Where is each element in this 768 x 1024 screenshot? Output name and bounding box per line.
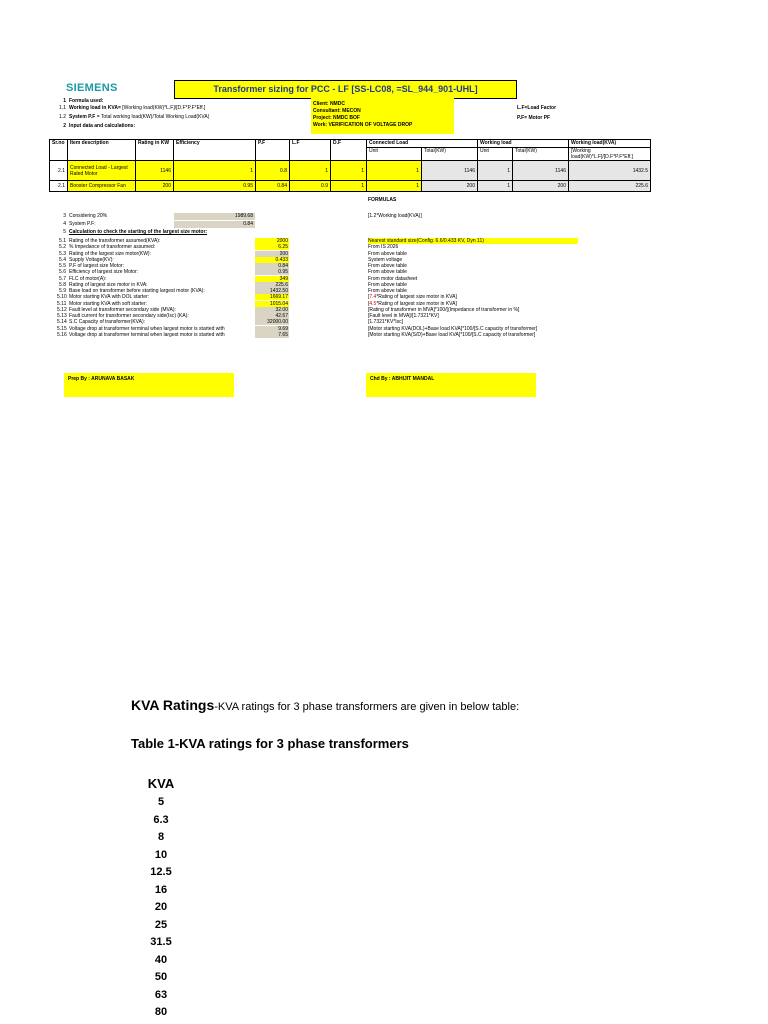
work-name: Work: VERIFICATION OF VOLTAGE DROP bbox=[313, 122, 413, 128]
kva-value: 31.5 bbox=[150, 936, 172, 948]
consultant-name: Consultant: MECON bbox=[313, 108, 361, 114]
lf-note: L.F=Load Factor bbox=[517, 105, 557, 111]
subheader-working-unit: Unit bbox=[478, 148, 513, 161]
table-header-row bbox=[50, 140, 651, 148]
calc-note: From motor datasheet bbox=[368, 275, 418, 282]
calc-note: [4.5*Rating of largest size motor in KVA] bbox=[368, 300, 457, 307]
calc-label: FLC of motor(A): bbox=[69, 275, 107, 282]
section5-heading: 5 Calculation to check the starting of the largest size motor: bbox=[63, 229, 208, 235]
header-rating-kw: Rating in KW bbox=[136, 140, 174, 161]
subheader-kva-formula: [Working load(KW)*L.F]/[D.F*P.F*Eff.] bbox=[569, 148, 651, 161]
kva-heading: KVA Ratings-KVA ratings for 3 phase transformers are given in below table: bbox=[131, 697, 520, 713]
calc-label: Supply Voltage(KV): bbox=[69, 256, 114, 263]
kva-value: 8 bbox=[157, 831, 165, 843]
kva-value: 16 bbox=[154, 883, 168, 896]
calc-value: 7.65 bbox=[255, 332, 289, 338]
calc-note: [Motor starting KVA(S/D)+Base load KVA]*100/[S.C capacity of transformer] bbox=[368, 331, 536, 338]
formula-block: 1 Formula used: 1.1 Working load in KVA= [Working load(KW)*L.F]/[D.F*P.F*Eff.] 1.2 System P.F = Total working load(KW)/Total Working Load(KVA) 2 Input data and calculations: bbox=[59, 98, 210, 129]
calc-label: S.C Capacity of transformer(KVA): bbox=[69, 319, 146, 326]
calc-label: Efficiency of largest size Motor: bbox=[69, 269, 139, 276]
input-data-table bbox=[49, 139, 651, 192]
header-working-load-kva: Working load(KVA) bbox=[569, 140, 651, 148]
calc-label: Voltage drop at transformer terminal when largest motor is started with bbox=[69, 331, 225, 338]
kva-value: 63 bbox=[154, 988, 168, 1001]
client-info-box bbox=[311, 98, 454, 134]
header-lf: L.F bbox=[290, 140, 331, 161]
subheader-connected-total: Total(KW) bbox=[422, 148, 478, 161]
calc-label: Fault current for transformer secondary side(Isc) (KA): bbox=[69, 313, 189, 319]
header-description: Item description bbox=[68, 140, 136, 161]
header-df: D.F bbox=[331, 140, 367, 161]
kva-table-title: Table 1-KVA ratings for 3 phase transformers bbox=[131, 736, 409, 751]
system-pf-row: 4 System P.F: bbox=[63, 221, 96, 227]
kva-column-header: KVA bbox=[147, 776, 175, 791]
project-name: Project: NMDC BOF bbox=[313, 115, 360, 121]
header-srno: Sr.no bbox=[50, 140, 68, 161]
calc-label: Motor starting KVA with DOL starter: bbox=[69, 294, 150, 301]
calc-label: Rating of the largest size motor(KW): bbox=[69, 250, 151, 257]
calc-note: System voltage bbox=[368, 256, 403, 263]
calc-label: Motor starting KVA with soft starter: bbox=[69, 300, 147, 307]
calc-value: 2000 bbox=[255, 238, 289, 244]
calc-note: From above table bbox=[368, 269, 407, 276]
calc-label: Rating of largest size motor in KVA: bbox=[69, 281, 148, 288]
kva-value: 5 bbox=[157, 796, 165, 808]
calc-note: [Motor starting KVA(DOL)+Base load KVA]*100/[S.C capacity of transformer] bbox=[368, 325, 538, 332]
considering-note: [1.2*Working load(KVA)] bbox=[368, 213, 422, 219]
calc-label: Fault level at transformer secondary side (MVA): bbox=[69, 306, 176, 313]
pf-note: P.F= Motor PF bbox=[517, 115, 551, 121]
sheet-title: Transformer sizing for PCC - LF [SS-LC08, =SL_944_901-UHL] bbox=[174, 80, 517, 99]
calc-value: 42.67 bbox=[255, 313, 289, 319]
calc-value: 1669.17 bbox=[255, 294, 289, 300]
calc-value: 32.00 bbox=[255, 307, 289, 313]
header-working-load: Working load bbox=[478, 140, 569, 148]
calc-note: From above table bbox=[368, 250, 407, 257]
header-efficiency: Efficiency bbox=[174, 140, 256, 161]
calc-note: [7.4*Rating of largest size motor in KVA] bbox=[368, 294, 457, 301]
calc-note: From above table bbox=[368, 288, 407, 294]
kva-value: 40 bbox=[154, 953, 168, 966]
system-pf-value: 0.84 bbox=[174, 221, 255, 228]
calc-note: [Fault level in MVA]/[1.7321*KV] bbox=[368, 313, 439, 319]
kva-value: 25 bbox=[154, 918, 168, 931]
kva-value: 6.3 bbox=[153, 813, 169, 826]
header-pf: P.F bbox=[256, 140, 290, 161]
formulas-label: FORMULAS bbox=[368, 197, 397, 203]
considering-row: 3 Considering 20% bbox=[63, 213, 108, 219]
calc-value: 225.6 bbox=[255, 282, 289, 288]
calc-label: Rating of the transformer assumed(KVA): bbox=[69, 238, 161, 244]
kva-value: 10 bbox=[154, 848, 168, 861]
calc-value: 9.69 bbox=[255, 326, 289, 332]
kva-ratings-list bbox=[146, 776, 176, 1022]
kva-value: 12.5 bbox=[150, 866, 172, 878]
calc-value: 0.95 bbox=[255, 269, 289, 275]
subheader-connected-unit: Unit bbox=[367, 148, 422, 161]
header-connected-load: Connected Load bbox=[367, 140, 478, 148]
calc-value: 32000.00 bbox=[255, 319, 289, 325]
subheader-working-total: Total(KW) bbox=[513, 148, 569, 161]
checked-by: Chd By : ABHIJIT MANDAL bbox=[366, 373, 536, 397]
prepared-by: Prep By : ARUNAVA BASAK bbox=[64, 373, 234, 397]
calc-value: 1015.04 bbox=[255, 301, 289, 307]
calc-value: 6.25 bbox=[255, 244, 289, 250]
calc-note: From IS 2026 bbox=[368, 244, 399, 251]
calc-note: Nearest standard size(Config. 6.6/0.433 KV, Dyn 11) bbox=[368, 238, 578, 244]
calc-label: P.F of largest size Motor: bbox=[69, 263, 124, 269]
calc-value: 0.433 bbox=[255, 257, 289, 263]
kva-value: 20 bbox=[154, 901, 168, 913]
calc-label: % Impedance of transformer assumed: bbox=[69, 244, 156, 251]
calc-label: Base load on transformer before starting largest motor (KVA): bbox=[69, 288, 205, 294]
siemens-logo: SIEMENS bbox=[66, 82, 118, 94]
calc-note: From above table bbox=[368, 281, 407, 288]
calc-label: Voltage drop at transformer terminal when largest motor is started with bbox=[69, 325, 225, 332]
calc-note: From above table bbox=[368, 263, 407, 269]
table-row: 2.1 Booster Compressor Fan 200 0.95 0.84 0.9 1 1 200 1 200 225.6 bbox=[50, 181, 651, 192]
table-row: 2.1 Connected Load - Largest Rated Motor 1146 1 0.8 1 1 1 1146 1 1146 1432.5 bbox=[50, 161, 651, 181]
calc-value: 1432.50 bbox=[255, 288, 289, 294]
kva-value: 50 bbox=[154, 971, 168, 983]
kva-value: 80 bbox=[154, 1006, 168, 1018]
calc-value: 349 bbox=[255, 276, 289, 282]
calc-value: 0.84 bbox=[255, 263, 289, 269]
calc-note: [1.7321*KV*Isc] bbox=[368, 319, 404, 326]
client-name: Client: NMDC bbox=[313, 101, 345, 107]
calc-note: [Rating of transformer in MVA]*100/[(Impedance of transformer in %] bbox=[368, 306, 520, 313]
calc-value: 200 bbox=[255, 251, 289, 257]
considering-value: 1989.68 bbox=[174, 213, 255, 220]
